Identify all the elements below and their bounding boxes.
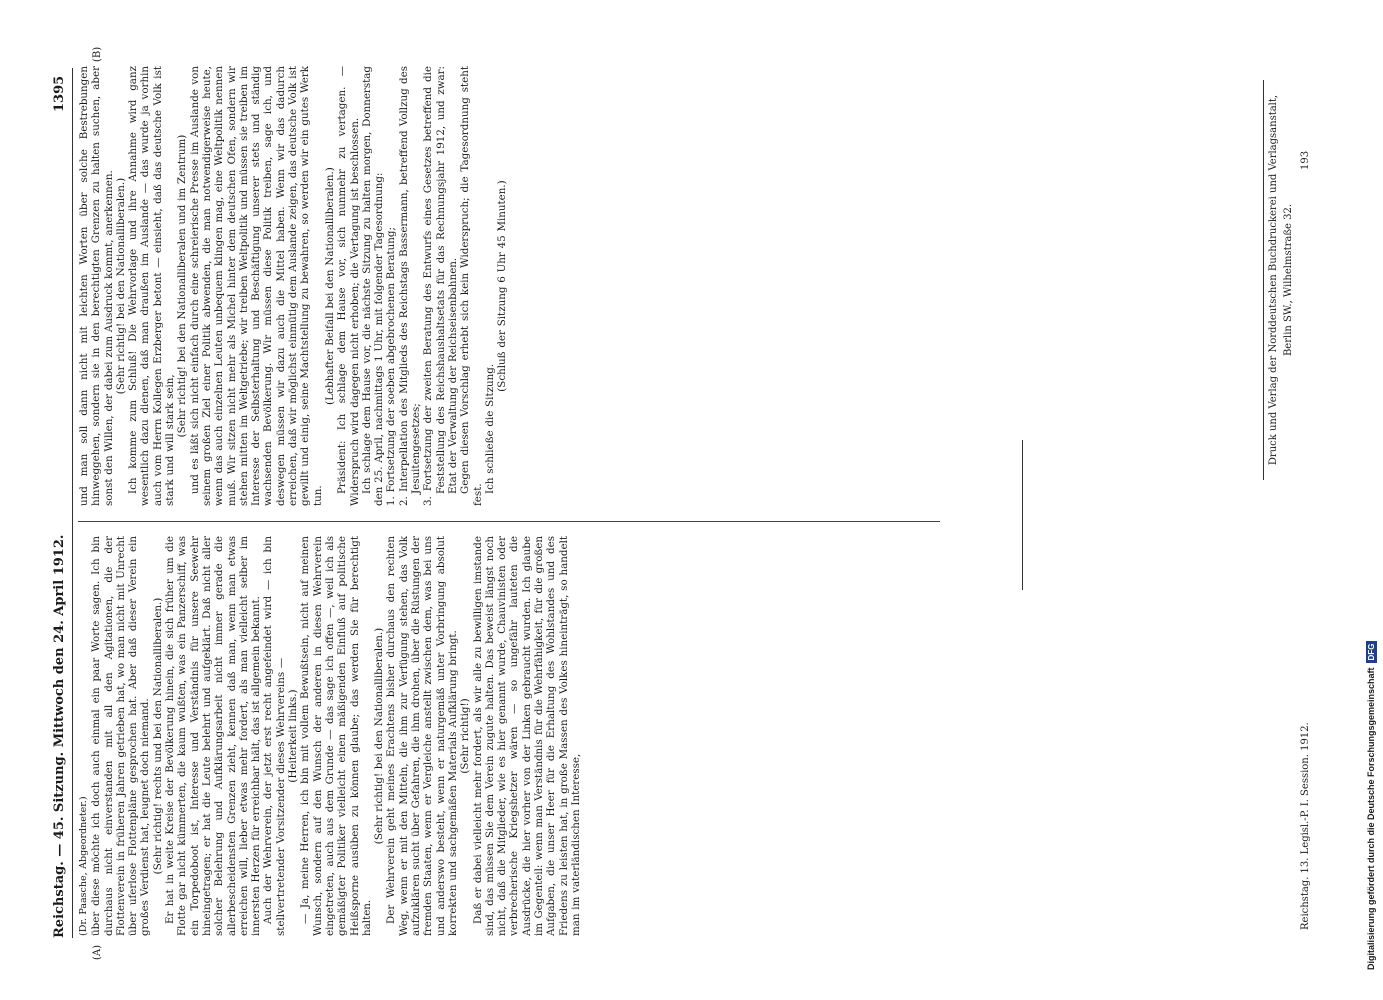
interjection: (Sehr richtig! bei den Nationalliberalen und im Zentrum) bbox=[176, 134, 189, 438]
margin-marker-b: (B) bbox=[92, 46, 103, 62]
paragraph: Ich schlage dem Hause vor, die nächste Sitzung zu halten morgen, Donnerstag den 25. April, nachmittags 1 Uhr, mit folgender Tagesordnung: bbox=[360, 66, 386, 506]
footer-session: Reichstag. 13. Legisl.-P. I. Session. 1912. bbox=[1300, 722, 1311, 930]
margin-marker-a: (A) bbox=[92, 944, 103, 960]
paragraph: Ich schließe die Sitzung. bbox=[483, 363, 496, 494]
column-divider bbox=[78, 521, 940, 522]
paragraph: und man soll dann nicht mit leichten Worten über solche Bestrebungen hinweggehen, sondern sie in den berechtigten Grenzen zu halten suchen, aber sonst den Willen, der dabei zum Ausdruck kommt, anerkennen. bbox=[78, 66, 115, 506]
interjection: (Sehr richtig! bei den Nationalliberalen.) bbox=[373, 627, 386, 845]
interjection: (Sehr richtig! bei den Nationalliberalen.) bbox=[114, 177, 127, 395]
page-number: 1395 bbox=[52, 75, 67, 112]
paragraph: — Ja, meine Herren, ich bin mit vollem Bewußtsein, nicht auf meinen Wunsch, sondern auf den Wunsch der anderen in diesen Wehrverein eingetreten, auch aus dem Grunde — das sage ich offen —, weil ich als gemäßigter Politiker vielleicht einen mäßigenden Einfluß auf politische Heißsporne ausüben zu können glaube; das werden Sie für berechtigt halten. bbox=[299, 536, 373, 936]
sheet-number: 193 bbox=[1300, 150, 1311, 170]
right-text-column bbox=[78, 66, 508, 506]
president-statement: Präsident: Ich schlage dem Hause vor, sich nunmehr zu vertagen. — Widerspruch wird dagegen nicht erhoben; die Vertagung ist beschlossen. bbox=[336, 66, 361, 506]
left-text-column bbox=[78, 536, 582, 936]
paragraph: Er hat in weite Kreise der Bevölkerung hinein, die sich früher um die Flotte gar nicht kümmerten, die kaum wußten, was ein Panzerschiff, was ein Torpedoboot ist, Interesse und Verständnis für unsere Seewehr hineingetragen; er hat die Leute belehrt und aufgeklärt. Daß nicht aller solcher Belehrung und Aufklärungsarbeit nicht immer gerade die allerbescheidensten Grenzen zieht, kennen daß man, wenn man etwas erreichen will, lieber etwas mehr fordert, als man vielleicht selber im innersten Herzen für erreichbar hält, das ist allgemein bekannt. bbox=[164, 536, 263, 936]
paragraph: Daß er dabei vielleicht mehr fordert, als wir alle zu bewilligen imstande sind, das müssen Sie dem Verein zugute halten. Das beweist längst noch nicht, daß die Mitglieder, wie es hier genannt wurde, Chauvinisten oder verbrecherische Kriegshetzer wären — so ungefähr lauteten die Ausdrücke, die hier vorher von der Linken gebraucht wurden. Ich glaube im Gegenteil: wenn man Verständnis für die Wehrfähigkeit, für die großen Aufgaben, die unser Heer für die Erhaltung des Wohlstandes und des Friedens zu leisten hat, in große Massen des Volkes hineinträgt, so handelt man im vaterländischen Interesse, bbox=[471, 536, 582, 936]
page-header: Reichstag. — 45. Sitzung. Mittwoch den 24. April 1912. bbox=[52, 534, 67, 938]
interjection: (Sehr richtig!) bbox=[459, 698, 472, 774]
digitization-credit bbox=[1366, 641, 1377, 970]
end-rule bbox=[1022, 440, 1023, 590]
credit-text: Digitalisierung gefördert durch die Deutsche Forschungsgemeinschaft bbox=[1366, 667, 1376, 970]
interjection: (Lebhafter Beifall bei den Nationalliberalen.) bbox=[323, 167, 336, 405]
footer-printer: Druck und Verlag der Norddeutschen Buchdruckerei und Verlagsanstalt, bbox=[1268, 94, 1279, 466]
dfg-logo: DFG bbox=[1366, 641, 1377, 664]
paragraph: und es läßt sich nicht einfach durch eine schreierische Presse im Auslande von seinem großen Ziel einer Politik abwenden, die man notwendigerweise heute, wenn das auch einzelnen Leuten unbequem klingen mag, eine Weltpolitik nennen muß. Wir sitzen nicht mehr als Michel hinter dem deutschen Ofen, sondern wir stehen mitten im Weltgetriebe; wir treiben Weltpolitik und müssen sie treiben im Interesse der Selbsterhaltung und Beschäftigung unserer stets und ständig wachsenden Bevölkerung. Wir müssen diese Politik treiben, sage ich, und deswegen müssen wir dazu auch die Mittel haben. Wenn wir das dadurch erreichen, daß wir möglichst einmütig dem Auslande zeigen, das deutsche Volk ist gewillt und einig, seine Machtstellung zu bewahren, so werden wir ein gutes Werk tun. bbox=[188, 66, 324, 506]
header-rule bbox=[72, 68, 73, 938]
paragraph: Gegen diesen Vorschlag erhebt sich kein Widerspruch; die Tagesordnung steht fest. bbox=[459, 66, 484, 506]
footer-rule bbox=[1263, 80, 1264, 480]
speaker-note: (Dr. Paasche, Abgeordneter.) bbox=[78, 796, 89, 936]
footer-address: Berlin SW., Wilhelmstraße 32. bbox=[1283, 203, 1294, 357]
interjection: (Sehr richtig! rechts und bei den Nationalliberalen.) bbox=[151, 597, 164, 875]
closing-note: (Schluß der Sitzung 6 Uhr 45 Minuten.) bbox=[496, 180, 509, 392]
interjection: (Heiterkeit links.) bbox=[287, 689, 300, 783]
agenda-item: 2. Interpellation des Mitglieds des Reichstags Bassermann, betreffend Vollzug des Jesuitengesetzes; bbox=[397, 66, 423, 506]
paragraph: Ich komme zum Schluß! Die Wehrvorlage und ihre Annahme wird ganz wesentlich dazu dienen, daß man draußen im Auslande — das wurde ja vorhin auch vom Herrn Kollegen Erzberger betont — einsieht, daß das deutsche Volk ist stark und will stark sein, bbox=[127, 66, 177, 506]
agenda-item: 1. Fortsetzung der soeben abgebrochenen Beratung; bbox=[385, 227, 398, 506]
paragraph: Der Wehrverein geht meines Erachtens bisher durchaus den rechten Weg, wenn er mit den Mitteln, die ihm zur Verfügung stehen, das Volk aufzuklären sucht über Gefahren, die ihm drohen, über die Rüstungen der fremden Staaten, wenn er Vergleiche anstellt zwischen dem, was bei uns und anderswo besteht, wenn er naturgemäß unter Vorbringung absolut korrekten und sachgemäßen Materials Aufklärung bringt. bbox=[385, 536, 459, 936]
paragraph: über diese möchte ich doch auch einmal ein paar Worte sagen. Ich bin durchaus nicht einverstanden mit all den Agitationen, die der Flottenverein in früheren Jahren getrieben hat, wo man nicht mit Unrecht über uferlose Flottenpläne gesprochen hat. Aber daß dieser Verein ein großes Verdienst hat, leugnet doch niemand. bbox=[90, 536, 152, 936]
agenda-item: 3. Fortsetzung der zweiten Beratung des Entwurfs eines Gesetzes betreffend die Feststellung des Reichshaushaltsetats für das Rechnungsjahr 1912, und zwar: Etat der Verwaltung der Reichseisenbahnen. bbox=[422, 66, 459, 506]
paragraph: Auch der Wehrverein, der jetzt erst recht angefeindet wird — ich bin stellvertretender Vorsitzender dieses Wehrvereins — bbox=[262, 536, 287, 936]
